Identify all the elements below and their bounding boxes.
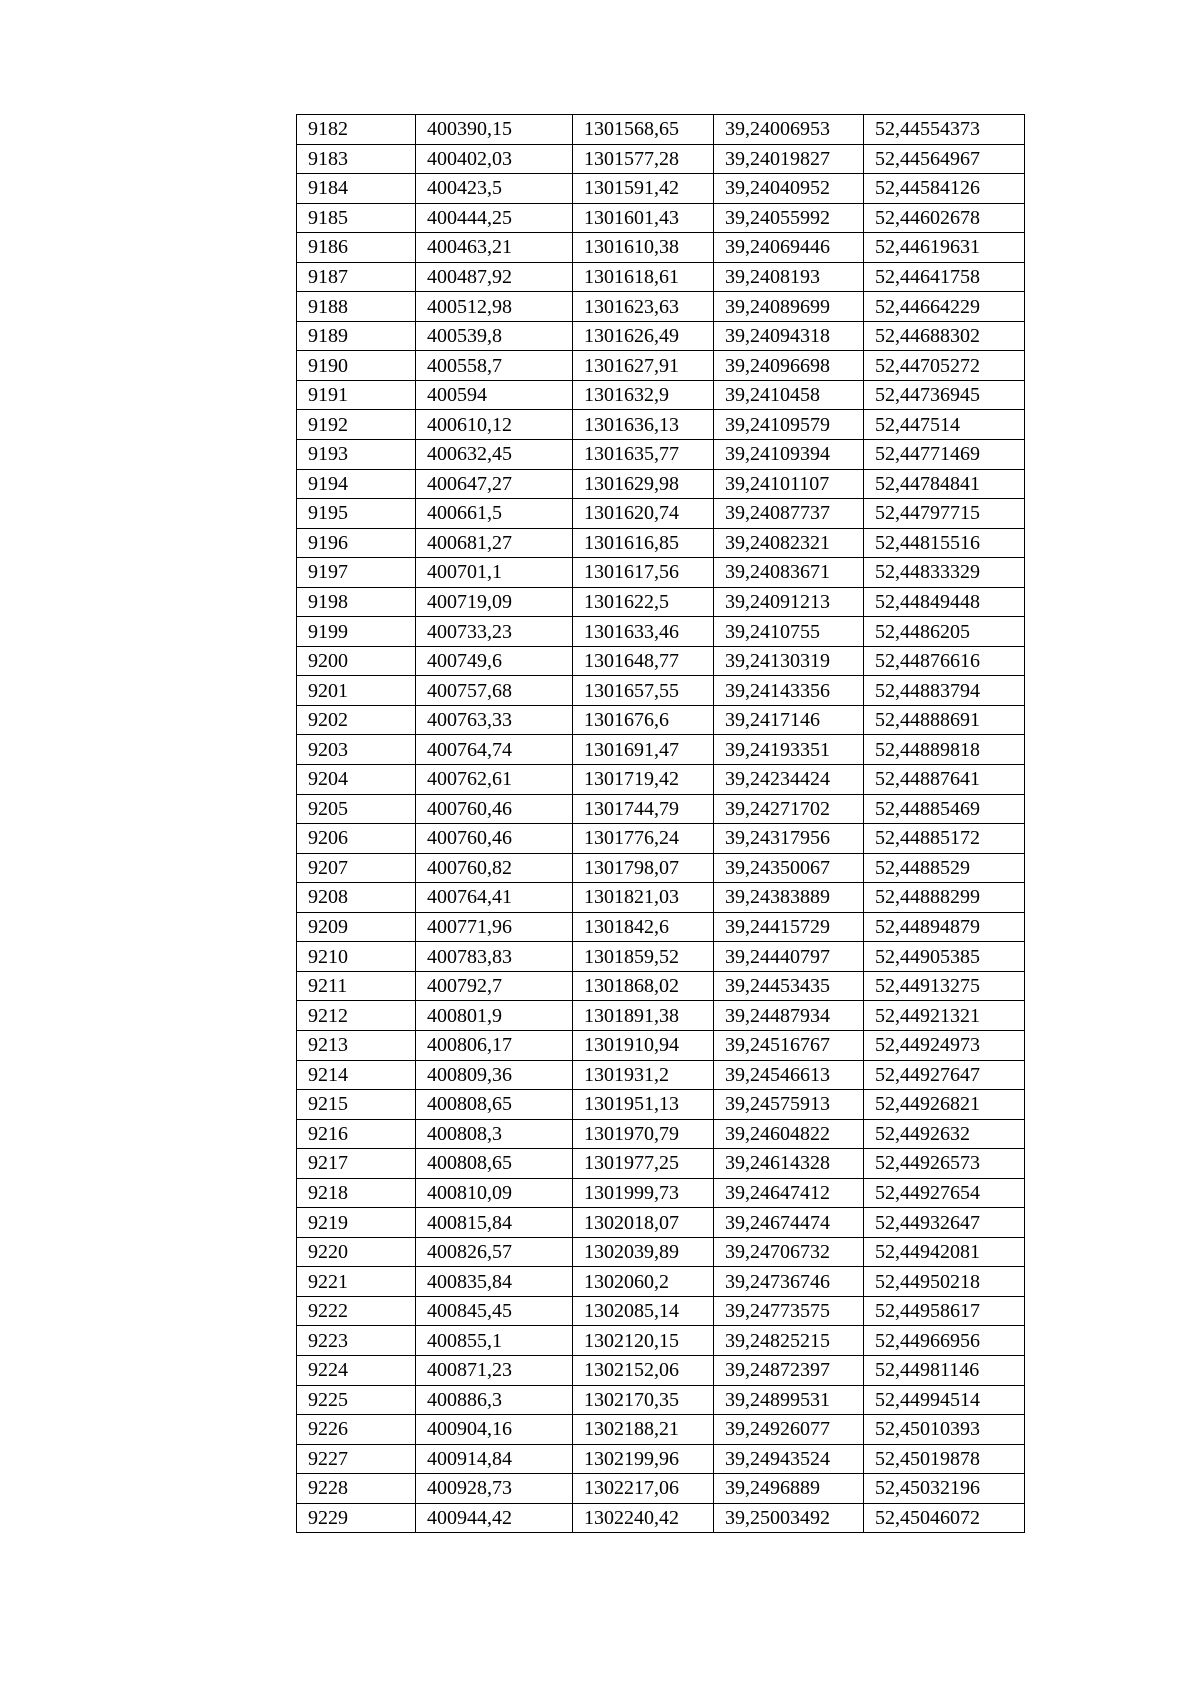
x-coordinate-cell: 400661,5	[416, 499, 573, 529]
point-number-cell: 9192	[297, 410, 416, 440]
table-row	[297, 617, 1025, 647]
table-row	[297, 440, 1025, 470]
table-row	[297, 1001, 1025, 1031]
table-row	[297, 705, 1025, 735]
latitude-cell: 52,44994514	[864, 1385, 1025, 1415]
point-number-cell: 9212	[297, 1001, 416, 1031]
y-coordinate-cell: 1301776,24	[573, 824, 714, 854]
x-coordinate-cell: 400826,57	[416, 1237, 573, 1267]
x-coordinate-cell: 400815,84	[416, 1208, 573, 1238]
table-row	[297, 233, 1025, 263]
x-coordinate-cell: 400809,36	[416, 1060, 573, 1090]
table-row	[297, 1090, 1025, 1120]
point-number-cell: 9189	[297, 321, 416, 351]
x-coordinate-cell: 400835,84	[416, 1267, 573, 1297]
longitude-cell: 39,24082321	[714, 528, 864, 558]
y-coordinate-cell: 1302039,89	[573, 1237, 714, 1267]
latitude-cell: 52,44950218	[864, 1267, 1025, 1297]
point-number-cell: 9209	[297, 912, 416, 942]
x-coordinate-cell: 400914,84	[416, 1444, 573, 1474]
latitude-cell: 52,44926573	[864, 1149, 1025, 1179]
x-coordinate-cell: 400681,27	[416, 528, 573, 558]
longitude-cell: 39,24872397	[714, 1355, 864, 1385]
latitude-cell: 52,44883794	[864, 676, 1025, 706]
table-row	[297, 1119, 1025, 1149]
table-row	[297, 1208, 1025, 1238]
y-coordinate-cell: 1302240,42	[573, 1503, 714, 1533]
point-number-cell: 9206	[297, 824, 416, 854]
table-row	[297, 1178, 1025, 1208]
longitude-cell: 39,24647412	[714, 1178, 864, 1208]
table-row	[297, 824, 1025, 854]
longitude-cell: 39,24383889	[714, 883, 864, 913]
table-row	[297, 499, 1025, 529]
table-row	[297, 351, 1025, 381]
table-row	[297, 174, 1025, 204]
point-number-cell: 9184	[297, 174, 416, 204]
x-coordinate-cell: 400632,45	[416, 440, 573, 470]
y-coordinate-cell: 1301616,85	[573, 528, 714, 558]
point-number-cell: 9182	[297, 115, 416, 145]
longitude-cell: 39,24109579	[714, 410, 864, 440]
x-coordinate-cell: 400855,1	[416, 1326, 573, 1356]
y-coordinate-cell: 1301891,38	[573, 1001, 714, 1031]
point-number-cell: 9218	[297, 1178, 416, 1208]
y-coordinate-cell: 1301636,13	[573, 410, 714, 440]
y-coordinate-cell: 1301691,47	[573, 735, 714, 765]
latitude-cell: 52,44932647	[864, 1208, 1025, 1238]
point-number-cell: 9214	[297, 1060, 416, 1090]
y-coordinate-cell: 1301676,6	[573, 705, 714, 735]
table-row	[297, 587, 1025, 617]
longitude-cell: 39,2417146	[714, 705, 864, 735]
longitude-cell: 39,24087737	[714, 499, 864, 529]
table-row	[297, 144, 1025, 174]
x-coordinate-cell: 400928,73	[416, 1474, 573, 1504]
latitude-cell: 52,44966956	[864, 1326, 1025, 1356]
longitude-cell: 39,24109394	[714, 440, 864, 470]
x-coordinate-cell: 400801,9	[416, 1001, 573, 1031]
longitude-cell: 39,25003492	[714, 1503, 864, 1533]
latitude-cell: 52,44771469	[864, 440, 1025, 470]
y-coordinate-cell: 1301657,55	[573, 676, 714, 706]
y-coordinate-cell: 1301999,73	[573, 1178, 714, 1208]
latitude-cell: 52,44885469	[864, 794, 1025, 824]
longitude-cell: 39,24193351	[714, 735, 864, 765]
longitude-cell: 39,24234424	[714, 765, 864, 795]
point-number-cell: 9183	[297, 144, 416, 174]
y-coordinate-cell: 1302217,06	[573, 1474, 714, 1504]
x-coordinate-cell: 400783,83	[416, 942, 573, 972]
table-row	[297, 765, 1025, 795]
table-row	[297, 321, 1025, 351]
longitude-cell: 39,24094318	[714, 321, 864, 351]
y-coordinate-cell: 1301719,42	[573, 765, 714, 795]
y-coordinate-cell: 1302060,2	[573, 1267, 714, 1297]
table-row	[297, 528, 1025, 558]
table-row	[297, 1267, 1025, 1297]
y-coordinate-cell: 1301970,79	[573, 1119, 714, 1149]
y-coordinate-cell: 1301610,38	[573, 233, 714, 263]
latitude-cell: 52,44888299	[864, 883, 1025, 913]
latitude-cell: 52,44619631	[864, 233, 1025, 263]
table-row	[297, 1385, 1025, 1415]
point-number-cell: 9201	[297, 676, 416, 706]
latitude-cell: 52,44849448	[864, 587, 1025, 617]
longitude-cell: 39,24350067	[714, 853, 864, 883]
table-row	[297, 794, 1025, 824]
longitude-cell: 39,24825215	[714, 1326, 864, 1356]
x-coordinate-cell: 400423,5	[416, 174, 573, 204]
table-row	[297, 203, 1025, 233]
longitude-cell: 39,24415729	[714, 912, 864, 942]
longitude-cell: 39,24736746	[714, 1267, 864, 1297]
longitude-cell: 39,24453435	[714, 971, 864, 1001]
latitude-cell: 52,45019878	[864, 1444, 1025, 1474]
x-coordinate-cell: 400757,68	[416, 676, 573, 706]
longitude-cell: 39,24899531	[714, 1385, 864, 1415]
y-coordinate-cell: 1302018,07	[573, 1208, 714, 1238]
longitude-cell: 39,24143356	[714, 676, 864, 706]
y-coordinate-cell: 1301629,98	[573, 469, 714, 499]
x-coordinate-cell: 400944,42	[416, 1503, 573, 1533]
point-number-cell: 9198	[297, 587, 416, 617]
longitude-cell: 39,24546613	[714, 1060, 864, 1090]
table-row	[297, 1474, 1025, 1504]
x-coordinate-cell: 400760,46	[416, 824, 573, 854]
x-coordinate-cell: 400904,16	[416, 1415, 573, 1445]
latitude-cell: 52,4488529	[864, 853, 1025, 883]
table-row	[297, 558, 1025, 588]
point-number-cell: 9195	[297, 499, 416, 529]
x-coordinate-cell: 400808,65	[416, 1149, 573, 1179]
longitude-cell: 39,24943524	[714, 1444, 864, 1474]
latitude-cell: 52,44784841	[864, 469, 1025, 499]
point-number-cell: 9219	[297, 1208, 416, 1238]
x-coordinate-cell: 400647,27	[416, 469, 573, 499]
latitude-cell: 52,44926821	[864, 1090, 1025, 1120]
x-coordinate-cell: 400444,25	[416, 203, 573, 233]
x-coordinate-cell: 400719,09	[416, 587, 573, 617]
x-coordinate-cell: 400886,3	[416, 1385, 573, 1415]
x-coordinate-cell: 400808,3	[416, 1119, 573, 1149]
longitude-cell: 39,24575913	[714, 1090, 864, 1120]
y-coordinate-cell: 1302188,21	[573, 1415, 714, 1445]
x-coordinate-cell: 400806,17	[416, 1030, 573, 1060]
latitude-cell: 52,4486205	[864, 617, 1025, 647]
y-coordinate-cell: 1301868,02	[573, 971, 714, 1001]
table-row	[297, 1503, 1025, 1533]
point-number-cell: 9205	[297, 794, 416, 824]
table-row	[297, 469, 1025, 499]
longitude-cell: 39,24440797	[714, 942, 864, 972]
coordinates-table-body	[297, 115, 1025, 1533]
y-coordinate-cell: 1301859,52	[573, 942, 714, 972]
longitude-cell: 39,24487934	[714, 1001, 864, 1031]
latitude-cell: 52,44554373	[864, 115, 1025, 145]
x-coordinate-cell: 400771,96	[416, 912, 573, 942]
table-row	[297, 853, 1025, 883]
table-row	[297, 115, 1025, 145]
table-row	[297, 971, 1025, 1001]
point-number-cell: 9197	[297, 558, 416, 588]
x-coordinate-cell: 400558,7	[416, 351, 573, 381]
point-number-cell: 9190	[297, 351, 416, 381]
latitude-cell: 52,44584126	[864, 174, 1025, 204]
point-number-cell: 9215	[297, 1090, 416, 1120]
longitude-cell: 39,24091213	[714, 587, 864, 617]
y-coordinate-cell: 1301632,9	[573, 380, 714, 410]
point-number-cell: 9185	[297, 203, 416, 233]
longitude-cell: 39,24706732	[714, 1237, 864, 1267]
y-coordinate-cell: 1301568,65	[573, 115, 714, 145]
point-number-cell: 9204	[297, 765, 416, 795]
table-row	[297, 1444, 1025, 1474]
latitude-cell: 52,44876616	[864, 646, 1025, 676]
latitude-cell: 52,44833329	[864, 558, 1025, 588]
latitude-cell: 52,44815516	[864, 528, 1025, 558]
x-coordinate-cell: 400760,82	[416, 853, 573, 883]
x-coordinate-cell: 400594	[416, 380, 573, 410]
y-coordinate-cell: 1302120,15	[573, 1326, 714, 1356]
y-coordinate-cell: 1301842,6	[573, 912, 714, 942]
point-number-cell: 9221	[297, 1267, 416, 1297]
longitude-cell: 39,2496889	[714, 1474, 864, 1504]
y-coordinate-cell: 1301577,28	[573, 144, 714, 174]
y-coordinate-cell: 1301601,43	[573, 203, 714, 233]
x-coordinate-cell: 400845,45	[416, 1296, 573, 1326]
table-row	[297, 380, 1025, 410]
x-coordinate-cell: 400749,6	[416, 646, 573, 676]
latitude-cell: 52,44664229	[864, 292, 1025, 322]
longitude-cell: 39,24926077	[714, 1415, 864, 1445]
longitude-cell: 39,2410755	[714, 617, 864, 647]
y-coordinate-cell: 1301626,49	[573, 321, 714, 351]
x-coordinate-cell: 400760,46	[416, 794, 573, 824]
table-row	[297, 883, 1025, 913]
latitude-cell: 52,44885172	[864, 824, 1025, 854]
latitude-cell: 52,44641758	[864, 262, 1025, 292]
longitude-cell: 39,24773575	[714, 1296, 864, 1326]
latitude-cell: 52,44927654	[864, 1178, 1025, 1208]
longitude-cell: 39,24019827	[714, 144, 864, 174]
table-row	[297, 1326, 1025, 1356]
y-coordinate-cell: 1301798,07	[573, 853, 714, 883]
x-coordinate-cell: 400871,23	[416, 1355, 573, 1385]
longitude-cell: 39,24271702	[714, 794, 864, 824]
longitude-cell: 39,24006953	[714, 115, 864, 145]
point-number-cell: 9227	[297, 1444, 416, 1474]
point-number-cell: 9196	[297, 528, 416, 558]
point-number-cell: 9225	[297, 1385, 416, 1415]
longitude-cell: 39,24604822	[714, 1119, 864, 1149]
point-number-cell: 9220	[297, 1237, 416, 1267]
longitude-cell: 39,24089699	[714, 292, 864, 322]
table-row	[297, 735, 1025, 765]
latitude-cell: 52,44705272	[864, 351, 1025, 381]
x-coordinate-cell: 400763,33	[416, 705, 573, 735]
x-coordinate-cell: 400463,21	[416, 233, 573, 263]
point-number-cell: 9199	[297, 617, 416, 647]
point-number-cell: 9222	[297, 1296, 416, 1326]
point-number-cell: 9202	[297, 705, 416, 735]
longitude-cell: 39,24516767	[714, 1030, 864, 1060]
latitude-cell: 52,44921321	[864, 1001, 1025, 1031]
point-number-cell: 9187	[297, 262, 416, 292]
latitude-cell: 52,45032196	[864, 1474, 1025, 1504]
point-number-cell: 9203	[297, 735, 416, 765]
latitude-cell: 52,44905385	[864, 942, 1025, 972]
latitude-cell: 52,44602678	[864, 203, 1025, 233]
y-coordinate-cell: 1301931,2	[573, 1060, 714, 1090]
longitude-cell: 39,24674474	[714, 1208, 864, 1238]
table-row	[297, 1415, 1025, 1445]
x-coordinate-cell: 400733,23	[416, 617, 573, 647]
y-coordinate-cell: 1301910,94	[573, 1030, 714, 1060]
point-number-cell: 9229	[297, 1503, 416, 1533]
x-coordinate-cell: 400808,65	[416, 1090, 573, 1120]
x-coordinate-cell: 400764,41	[416, 883, 573, 913]
y-coordinate-cell: 1301617,56	[573, 558, 714, 588]
y-coordinate-cell: 1301635,77	[573, 440, 714, 470]
latitude-cell: 52,44888691	[864, 705, 1025, 735]
latitude-cell: 52,44889818	[864, 735, 1025, 765]
x-coordinate-cell: 400402,03	[416, 144, 573, 174]
longitude-cell: 39,24055992	[714, 203, 864, 233]
latitude-cell: 52,44887641	[864, 765, 1025, 795]
y-coordinate-cell: 1302199,96	[573, 1444, 714, 1474]
latitude-cell: 52,44797715	[864, 499, 1025, 529]
point-number-cell: 9191	[297, 380, 416, 410]
table-row	[297, 676, 1025, 706]
point-number-cell: 9186	[297, 233, 416, 263]
table-row	[297, 1060, 1025, 1090]
longitude-cell: 39,24130319	[714, 646, 864, 676]
table-row	[297, 1149, 1025, 1179]
y-coordinate-cell: 1301951,13	[573, 1090, 714, 1120]
latitude-cell: 52,44924973	[864, 1030, 1025, 1060]
point-number-cell: 9213	[297, 1030, 416, 1060]
point-number-cell: 9217	[297, 1149, 416, 1179]
table-row	[297, 646, 1025, 676]
point-number-cell: 9210	[297, 942, 416, 972]
x-coordinate-cell: 400792,7	[416, 971, 573, 1001]
y-coordinate-cell: 1301622,5	[573, 587, 714, 617]
x-coordinate-cell: 400764,74	[416, 735, 573, 765]
y-coordinate-cell: 1302152,06	[573, 1355, 714, 1385]
latitude-cell: 52,44564967	[864, 144, 1025, 174]
point-number-cell: 9200	[297, 646, 416, 676]
x-coordinate-cell: 400810,09	[416, 1178, 573, 1208]
table-row	[297, 1296, 1025, 1326]
x-coordinate-cell: 400701,1	[416, 558, 573, 588]
y-coordinate-cell: 1301633,46	[573, 617, 714, 647]
y-coordinate-cell: 1301744,79	[573, 794, 714, 824]
latitude-cell: 52,44927647	[864, 1060, 1025, 1090]
x-coordinate-cell: 400539,8	[416, 321, 573, 351]
longitude-cell: 39,24069446	[714, 233, 864, 263]
latitude-cell: 52,4492632	[864, 1119, 1025, 1149]
longitude-cell: 39,24101107	[714, 469, 864, 499]
latitude-cell: 52,44894879	[864, 912, 1025, 942]
latitude-cell: 52,44688302	[864, 321, 1025, 351]
longitude-cell: 39,24317956	[714, 824, 864, 854]
latitude-cell: 52,44981146	[864, 1355, 1025, 1385]
table-row	[297, 1355, 1025, 1385]
point-number-cell: 9216	[297, 1119, 416, 1149]
table-row	[297, 912, 1025, 942]
longitude-cell: 39,24614328	[714, 1149, 864, 1179]
point-number-cell: 9228	[297, 1474, 416, 1504]
y-coordinate-cell: 1301648,77	[573, 646, 714, 676]
longitude-cell: 39,2408193	[714, 262, 864, 292]
y-coordinate-cell: 1301591,42	[573, 174, 714, 204]
coordinates-table	[296, 114, 1025, 1533]
point-number-cell: 9208	[297, 883, 416, 913]
point-number-cell: 9224	[297, 1355, 416, 1385]
y-coordinate-cell: 1301821,03	[573, 883, 714, 913]
y-coordinate-cell: 1302170,35	[573, 1385, 714, 1415]
table-row	[297, 292, 1025, 322]
table-row	[297, 1237, 1025, 1267]
point-number-cell: 9226	[297, 1415, 416, 1445]
latitude-cell: 52,44736945	[864, 380, 1025, 410]
y-coordinate-cell: 1301627,91	[573, 351, 714, 381]
point-number-cell: 9211	[297, 971, 416, 1001]
x-coordinate-cell: 400487,92	[416, 262, 573, 292]
table-row	[297, 942, 1025, 972]
y-coordinate-cell: 1301623,63	[573, 292, 714, 322]
longitude-cell: 39,24096698	[714, 351, 864, 381]
longitude-cell: 39,24083671	[714, 558, 864, 588]
y-coordinate-cell: 1301620,74	[573, 499, 714, 529]
point-number-cell: 9194	[297, 469, 416, 499]
x-coordinate-cell: 400610,12	[416, 410, 573, 440]
table-row	[297, 410, 1025, 440]
latitude-cell: 52,44942081	[864, 1237, 1025, 1267]
latitude-cell: 52,44958617	[864, 1296, 1025, 1326]
latitude-cell: 52,45046072	[864, 1503, 1025, 1533]
point-number-cell: 9193	[297, 440, 416, 470]
latitude-cell: 52,45010393	[864, 1415, 1025, 1445]
table-row	[297, 262, 1025, 292]
longitude-cell: 39,24040952	[714, 174, 864, 204]
latitude-cell: 52,447514	[864, 410, 1025, 440]
y-coordinate-cell: 1302085,14	[573, 1296, 714, 1326]
latitude-cell: 52,44913275	[864, 971, 1025, 1001]
point-number-cell: 9188	[297, 292, 416, 322]
x-coordinate-cell: 400390,15	[416, 115, 573, 145]
x-coordinate-cell: 400512,98	[416, 292, 573, 322]
x-coordinate-cell: 400762,61	[416, 765, 573, 795]
y-coordinate-cell: 1301977,25	[573, 1149, 714, 1179]
table-row	[297, 1030, 1025, 1060]
y-coordinate-cell: 1301618,61	[573, 262, 714, 292]
point-number-cell: 9223	[297, 1326, 416, 1356]
point-number-cell: 9207	[297, 853, 416, 883]
longitude-cell: 39,2410458	[714, 380, 864, 410]
